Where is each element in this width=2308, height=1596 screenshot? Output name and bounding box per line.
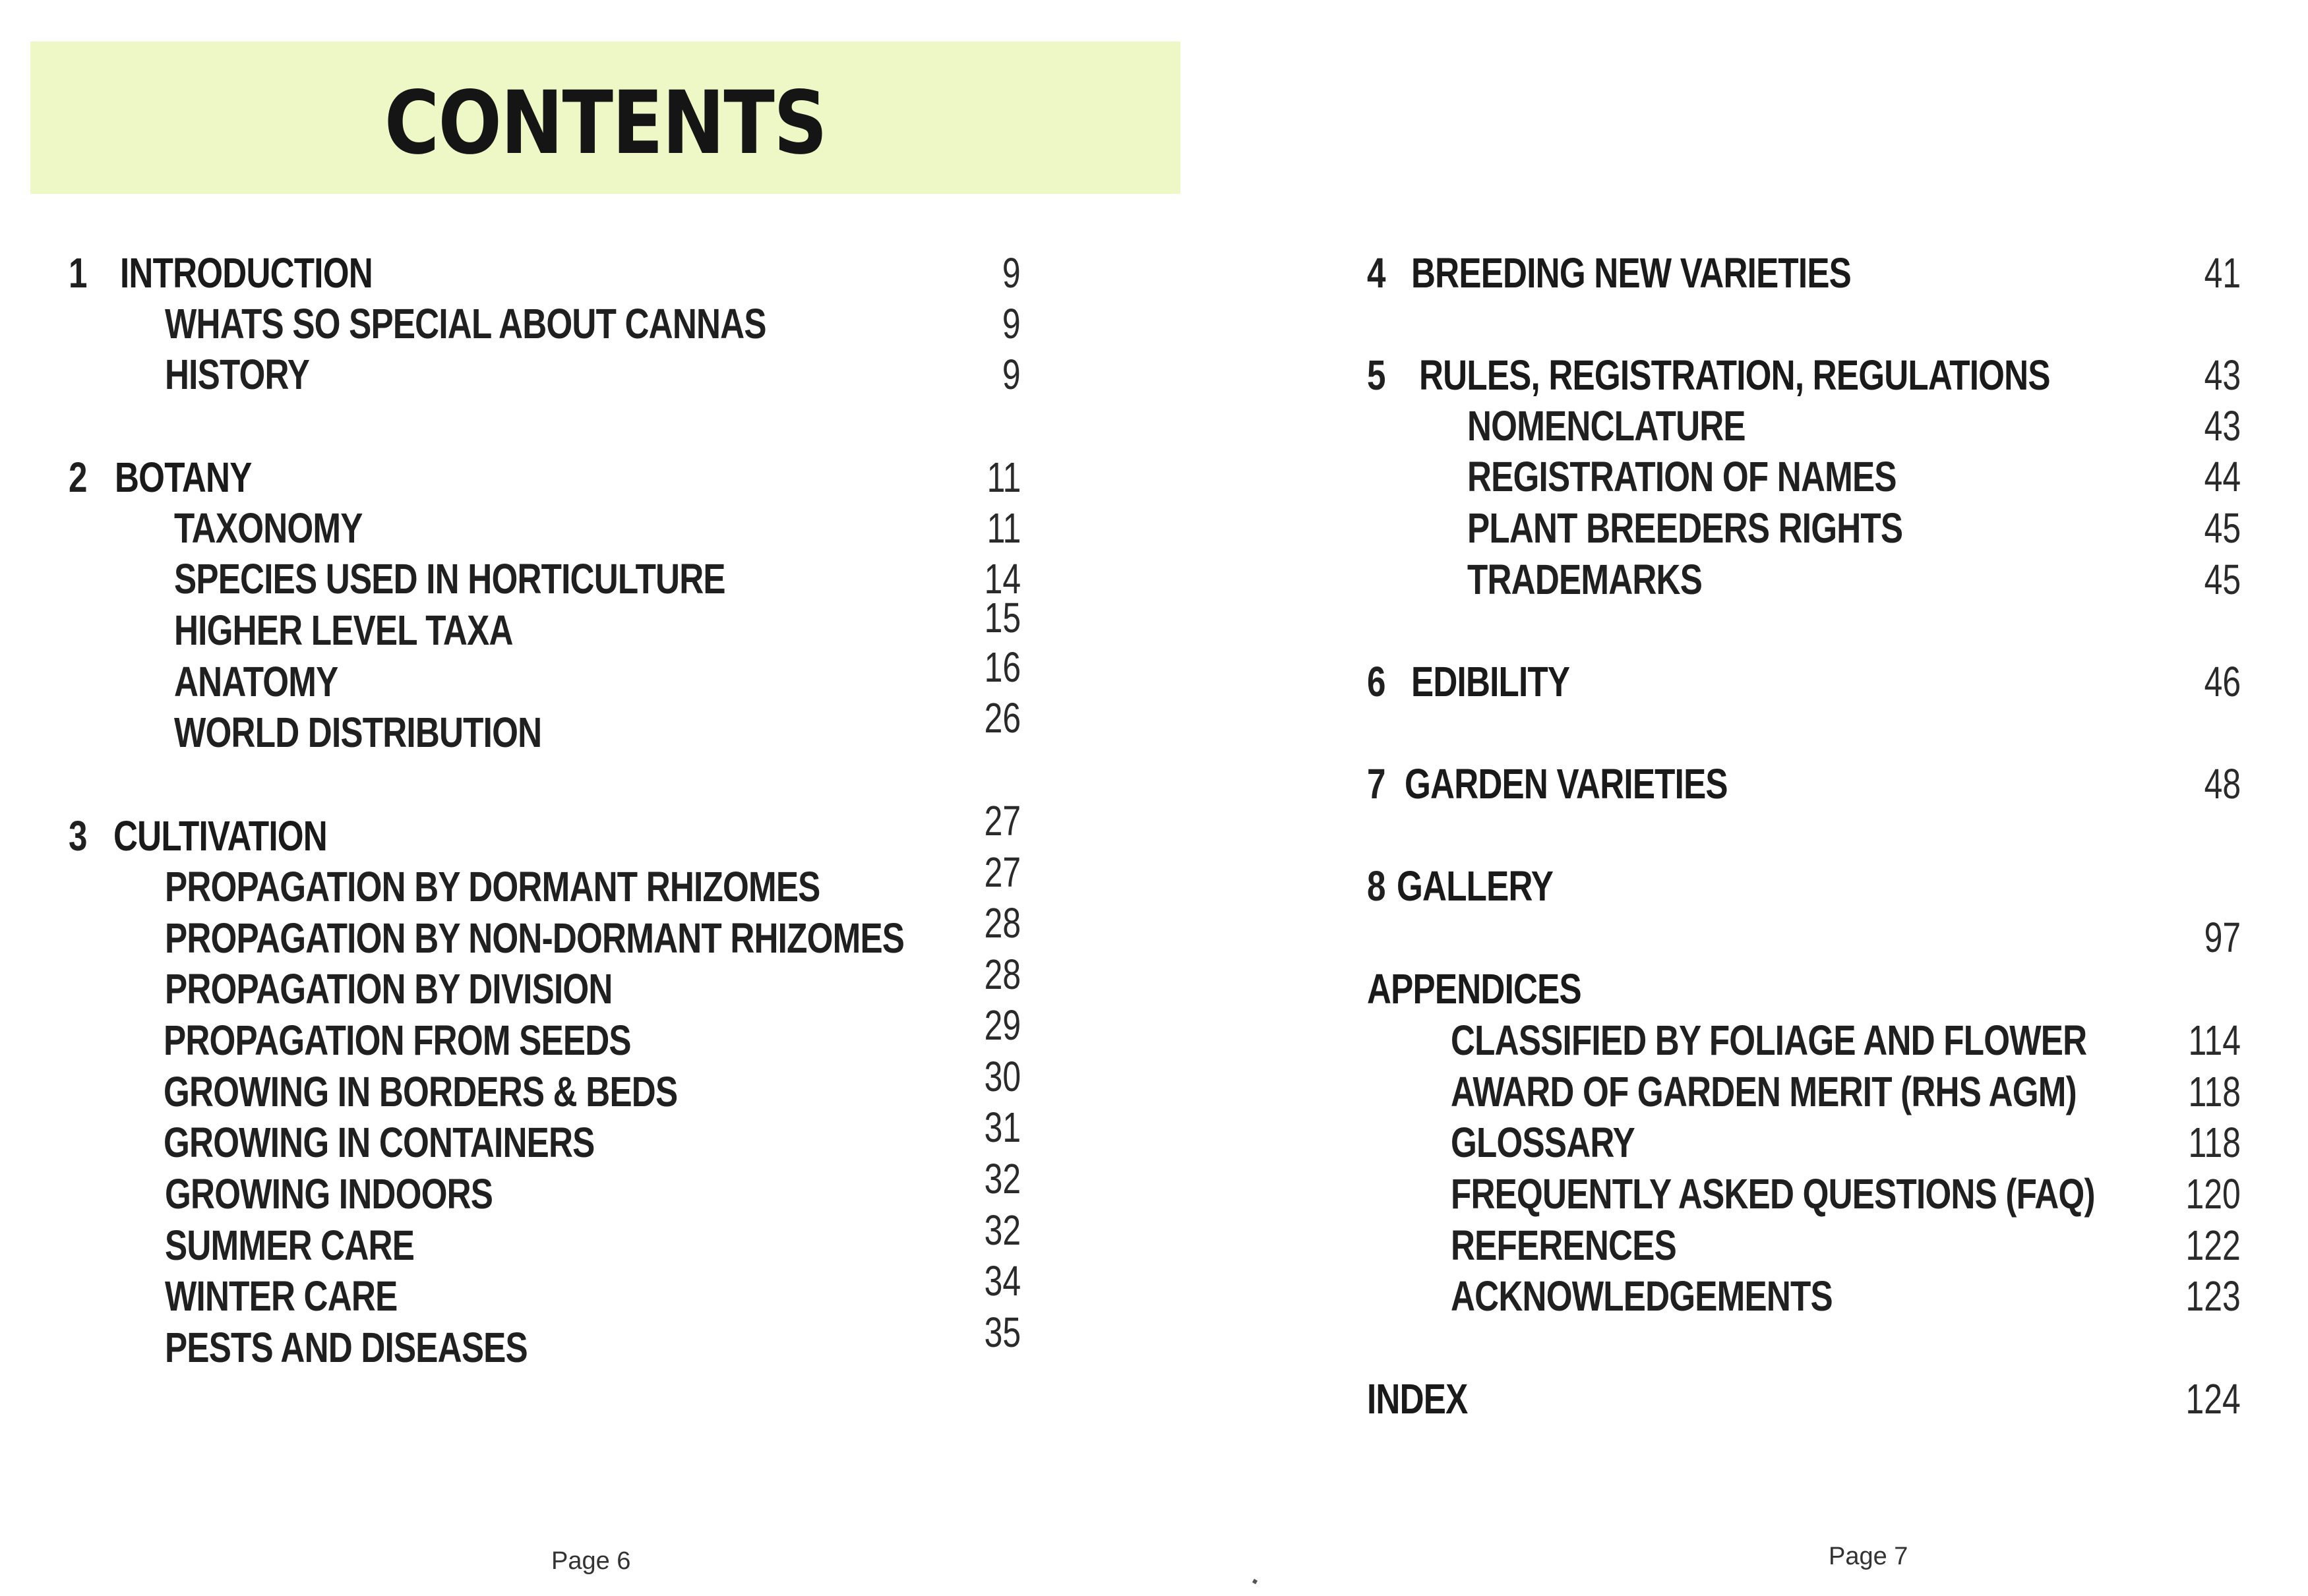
toc-entry-taxonomy[interactable]: TAXONOMY <box>174 504 363 552</box>
page-number-breeding-new-varieties: 41 <box>2204 249 2241 297</box>
page-number-propagation-from-seeds: 29 <box>984 1001 1021 1049</box>
toc-section-introduction[interactable]: INTRODUCTION <box>120 249 373 297</box>
toc-section-breeding-new-varieties[interactable]: BREEDING NEW VARIETIES <box>1411 249 1852 297</box>
page-number-continued: 97 <box>2204 914 2241 961</box>
toc-section-appendices[interactable]: APPENDICES <box>1367 965 1581 1013</box>
section-number: 5 <box>1367 351 1385 399</box>
page-number-growing-in-containers: 31 <box>984 1104 1021 1151</box>
page-number-pests-and-diseases: 35 <box>984 1309 1021 1356</box>
page-number-taxonomy: 11 <box>987 504 1021 552</box>
page-number-history: 9 <box>1002 351 1021 398</box>
page-number-index: 124 <box>2185 1375 2241 1423</box>
page-number-botany: 11 <box>987 454 1021 501</box>
toc-entry-references[interactable]: REFERENCES <box>1451 1222 1676 1269</box>
page-number-growing-indoors: 32 <box>984 1155 1021 1202</box>
page-title: CONTENTS <box>384 73 827 174</box>
toc-section-gallery[interactable]: GALLERY <box>1397 862 1554 910</box>
toc-entry-propagation-by-non-dormant-rhizomes[interactable]: PROPAGATION BY NON-DORMANT RHIZOMES <box>165 914 905 962</box>
page-number-propagation-by-division: 28 <box>984 951 1021 998</box>
section-number: 2 <box>69 454 87 501</box>
page-number-higher-level-taxa: 15 <box>984 594 1021 641</box>
toc-entry-trademarks[interactable]: TRADEMARKS <box>1467 556 1703 603</box>
page-number-right: Page 7 <box>1829 1543 1908 1570</box>
toc-entry-award-of-garden-merit-rhs-agm[interactable]: AWARD OF GARDEN MERIT (RHS AGM) <box>1451 1068 2077 1115</box>
page-number-acknowledgements: 123 <box>2185 1272 2241 1320</box>
toc-entry-higher-level-taxa[interactable]: HIGHER LEVEL TAXA <box>174 606 513 654</box>
toc-section-edibility[interactable]: EDIBILITY <box>1411 658 1570 705</box>
section-number: 6 <box>1367 658 1385 705</box>
toc-entry-nomenclature[interactable]: NOMENCLATURE <box>1467 402 1746 450</box>
contents-banner <box>30 42 1180 194</box>
page-number-rules-registration-regulations: 43 <box>2204 351 2241 399</box>
page-number-registration-of-names: 44 <box>2204 453 2241 500</box>
toc-entry-world-distribution[interactable]: WORLD DISTRIBUTION <box>174 709 542 756</box>
page-number-classified-by-foliage-and-flower: 114 <box>2188 1017 2241 1064</box>
page-number-edibility: 46 <box>2204 658 2241 705</box>
section-number: 1 <box>69 249 87 297</box>
page-number-garden-varieties: 48 <box>2204 760 2241 808</box>
toc-entry-history[interactable]: HISTORY <box>165 351 310 398</box>
page-number-glossary: 118 <box>2188 1119 2241 1166</box>
section-number: 7 <box>1367 760 1385 808</box>
toc-entry-anatomy[interactable]: ANATOMY <box>174 658 338 705</box>
page-number-species-used-in-horticulture: 14 <box>984 555 1021 603</box>
page-number-award-of-garden-merit-rhs-agm: 118 <box>2188 1068 2241 1115</box>
page-number-world-distribution: 26 <box>984 694 1021 742</box>
page-number-frequently-asked-questions-faq: 120 <box>2185 1170 2241 1218</box>
page-number-introduction: 9 <box>1002 249 1021 297</box>
toc-entry-glossary[interactable]: GLOSSARY <box>1451 1119 1635 1166</box>
section-number: 3 <box>69 812 87 860</box>
toc-entry-species-used-in-horticulture[interactable]: SPECIES USED IN HORTICULTURE <box>174 555 725 603</box>
toc-section-cultivation[interactable]: CULTIVATION <box>113 812 327 860</box>
toc-entry-propagation-from-seeds[interactable]: PROPAGATION FROM SEEDS <box>164 1017 631 1064</box>
toc-section-rules-registration-regulations[interactable]: RULES, REGISTRATION, REGULATIONS <box>1419 351 2050 399</box>
toc-entry-frequently-asked-questions-faq[interactable]: FREQUENTLY ASKED QUESTIONS (FAQ) <box>1451 1170 2095 1218</box>
page-number-whats-so-special-about-cannas: 9 <box>1002 300 1021 347</box>
toc-entry-propagation-by-dormant-rhizomes[interactable]: PROPAGATION BY DORMANT RHIZOMES <box>165 863 820 910</box>
page-number-references: 122 <box>2185 1222 2241 1269</box>
toc-section-index[interactable]: INDEX <box>1367 1375 1468 1423</box>
page-number-growing-in-borders-beds: 30 <box>984 1053 1021 1100</box>
toc-entry-growing-indoors[interactable]: GROWING INDOORS <box>165 1170 493 1218</box>
toc-section-garden-varieties[interactable]: GARDEN VARIETIES <box>1405 760 1728 808</box>
scan-mark <box>1252 1579 1258 1584</box>
toc-entry-winter-care[interactable]: WINTER CARE <box>165 1272 398 1320</box>
toc-section-botany[interactable]: BOTANY <box>115 454 252 501</box>
toc-entry-growing-in-containers[interactable]: GROWING IN CONTAINERS <box>164 1119 595 1166</box>
toc-entry-propagation-by-division[interactable]: PROPAGATION BY DIVISION <box>165 965 613 1013</box>
page-number-plant-breeders-rights: 45 <box>2204 504 2241 552</box>
page-number-cultivation: 27 <box>984 797 1021 844</box>
toc-entry-registration-of-names[interactable]: REGISTRATION OF NAMES <box>1467 453 1897 500</box>
section-number: 8 <box>1367 862 1385 910</box>
page-number-anatomy: 16 <box>984 643 1021 691</box>
toc-entry-growing-in-borders-beds[interactable]: GROWING IN BORDERS & BEDS <box>164 1068 678 1115</box>
page-number-propagation-by-dormant-rhizomes: 27 <box>984 848 1021 896</box>
section-number: 4 <box>1367 249 1385 297</box>
toc-entry-whats-so-special-about-cannas[interactable]: WHATS SO SPECIAL ABOUT CANNAS <box>165 300 766 347</box>
toc-entry-classified-by-foliage-and-flower[interactable]: CLASSIFIED BY FOLIAGE AND FLOWER <box>1451 1017 2087 1064</box>
toc-entry-pests-and-diseases[interactable]: PESTS AND DISEASES <box>165 1324 528 1371</box>
toc-entry-acknowledgements[interactable]: ACKNOWLEDGEMENTS <box>1451 1272 1833 1320</box>
page-number-trademarks: 45 <box>2204 556 2241 603</box>
page-number-summer-care: 32 <box>984 1206 1021 1254</box>
page-number-left: Page 6 <box>551 1547 631 1575</box>
page-number-winter-care: 34 <box>984 1257 1021 1305</box>
page-number-nomenclature: 43 <box>2204 402 2241 450</box>
toc-entry-summer-care[interactable]: SUMMER CARE <box>165 1222 415 1269</box>
page-number-propagation-by-non-dormant-rhizomes: 28 <box>984 899 1021 947</box>
toc-entry-plant-breeders-rights[interactable]: PLANT BREEDERS RIGHTS <box>1467 504 1903 552</box>
